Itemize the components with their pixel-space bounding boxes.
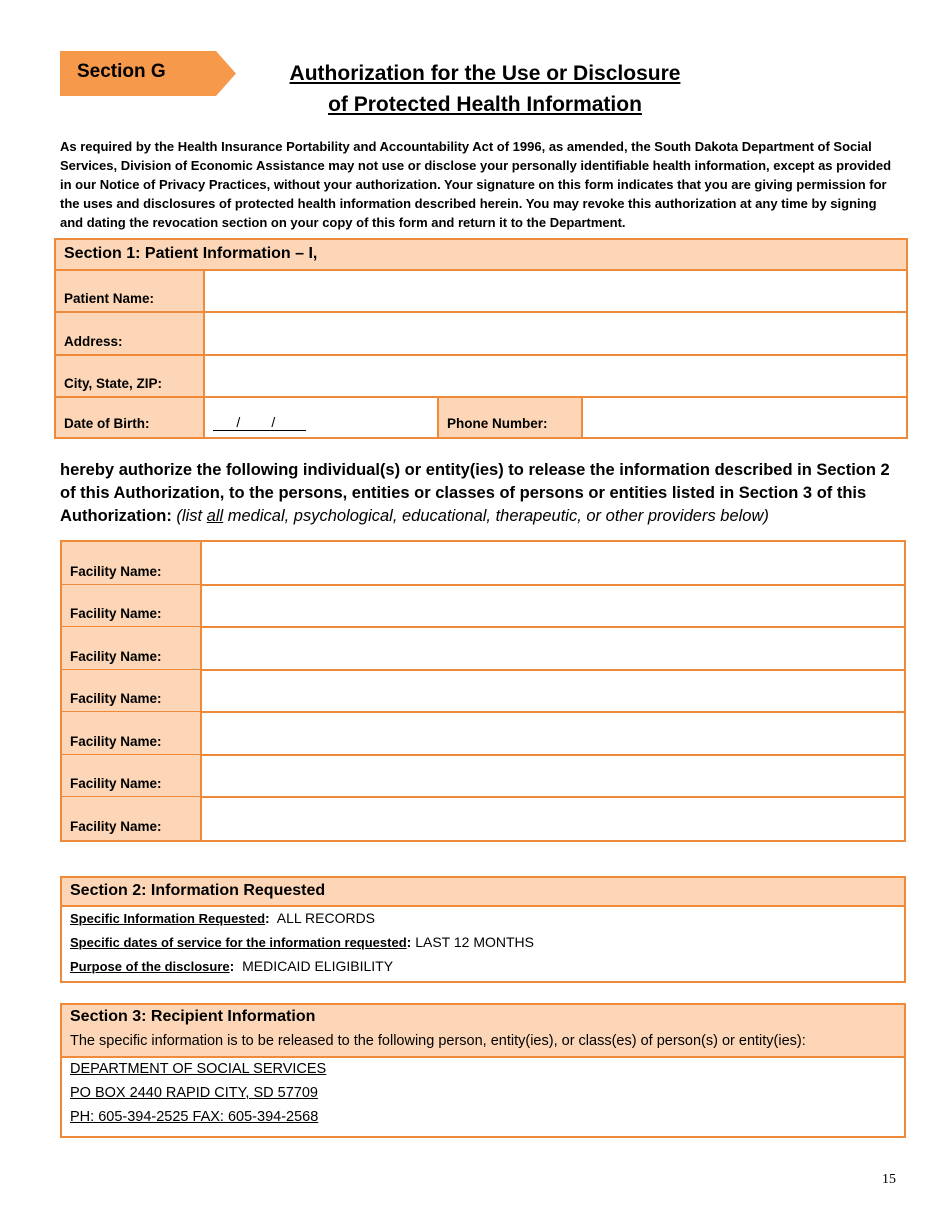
info-requested-label: Specific Information Requested — [70, 911, 266, 926]
title-line-1: Authorization for the Use or Disclosure — [289, 62, 681, 85]
address-label: Address: — [56, 313, 203, 355]
section3-table — [60, 1003, 906, 1138]
patient-name-label: Patient Name: — [56, 271, 203, 312]
facility-name-label: Facility Name: — [62, 755, 200, 797]
section3-heading: Section 3: Recipient Information — [70, 1008, 316, 1025]
title-line-2: of Protected Health Information — [328, 93, 642, 116]
info-requested-row: Specific Information Requested: ALL RECORDS — [70, 910, 376, 926]
facility-name-field[interactable] — [202, 712, 904, 755]
section1-table — [54, 238, 908, 439]
facility-name-field[interactable] — [202, 670, 904, 712]
facility-name-field[interactable] — [202, 542, 904, 585]
dob-label: Date of Birth: — [56, 398, 203, 437]
facility-name-field[interactable] — [202, 755, 904, 797]
dob-blank: / / — [213, 414, 307, 430]
dates-label: Specific dates of service for the information requested — [70, 935, 407, 950]
intro-paragraph: As required by the Health Insurance Portability and Accountability Act of 1996, as amended, the South Dakota Department of Social Services, Division of Economic Assistance may not use or disclose your personally identifiable health information, except as provided in our Notice of Privacy Practices, without your authorization. Your signature on this form indicates that you are giving permission for the uses and disclosures of protected health information described herein. You may revoke this authorization at any time by signing and dating the revocation section on your copy of this form and return it to the Department. — [60, 139, 892, 230]
phone-label: Phone Number: — [439, 398, 581, 437]
section-tag — [60, 51, 236, 96]
facility-name-label: Facility Name: — [62, 712, 200, 755]
city-state-zip-label: City, State, ZIP: — [56, 356, 203, 397]
city-state-zip-field[interactable] — [205, 356, 906, 397]
section2-heading: Section 2: Information Requested — [62, 878, 904, 906]
facility-name-label: Facility Name: — [62, 585, 200, 627]
purpose-label: Purpose of the disclosure — [70, 959, 230, 974]
phone-field[interactable] — [583, 398, 906, 437]
authorization-italic-note: (list all medical, psychological, educational, therapeutic, or other providers below) — [176, 507, 769, 525]
address-field[interactable] — [205, 313, 906, 355]
section2-table — [60, 876, 906, 983]
facility-name-label: Facility Name: — [62, 797, 200, 840]
authorization-bold-text: hereby authorize the following individual(s) or entity(ies) to release the information described in Section 2 of this Authorization, to the persons, entities or classes of persons or entities listed in Section 3 of this Authorization: — [60, 461, 890, 525]
recipient-line-3: PH: 605-394-2525 FAX: 605-394-2568 — [70, 1109, 319, 1125]
page-number: 15 — [882, 1172, 896, 1187]
dates-row: Specific dates of service for the information requested: LAST 12 MONTHS — [70, 934, 534, 950]
facility-name-field[interactable] — [202, 797, 904, 840]
section-tag-label: Section G — [77, 61, 166, 82]
recipient-line-2: PO BOX 2440 RAPID CITY, SD 57709 — [70, 1085, 318, 1101]
authorization-statement — [60, 459, 900, 528]
recipient-line-1: DEPARTMENT OF SOCIAL SERVICES — [70, 1061, 327, 1077]
facility-name-label: Facility Name: — [62, 670, 200, 712]
facility-name-field[interactable] — [202, 627, 904, 670]
section1-heading: Section 1: Patient Information – I, — [56, 240, 906, 270]
page-title — [240, 58, 730, 120]
facility-name-label: Facility Name: — [62, 627, 200, 670]
purpose-row: Purpose of the disclosure: MEDICAID ELIGIBILITY — [70, 958, 394, 974]
facility-name-label: Facility Name: — [62, 542, 200, 585]
dates-value: LAST 12 MONTHS — [415, 934, 534, 950]
patient-name-field[interactable] — [205, 271, 906, 312]
facility-name-field[interactable] — [202, 585, 904, 627]
purpose-value: MEDICAID ELIGIBILITY — [242, 958, 394, 974]
info-requested-value: ALL RECORDS — [276, 910, 376, 926]
dob-field[interactable] — [205, 398, 438, 437]
section3-subheading: The specific information is to be released to the following person, entity(ies), or class(es) of person(s) or entity(ies): — [70, 1033, 806, 1049]
section3-header-block — [62, 1005, 904, 1057]
facility-table — [60, 540, 906, 842]
